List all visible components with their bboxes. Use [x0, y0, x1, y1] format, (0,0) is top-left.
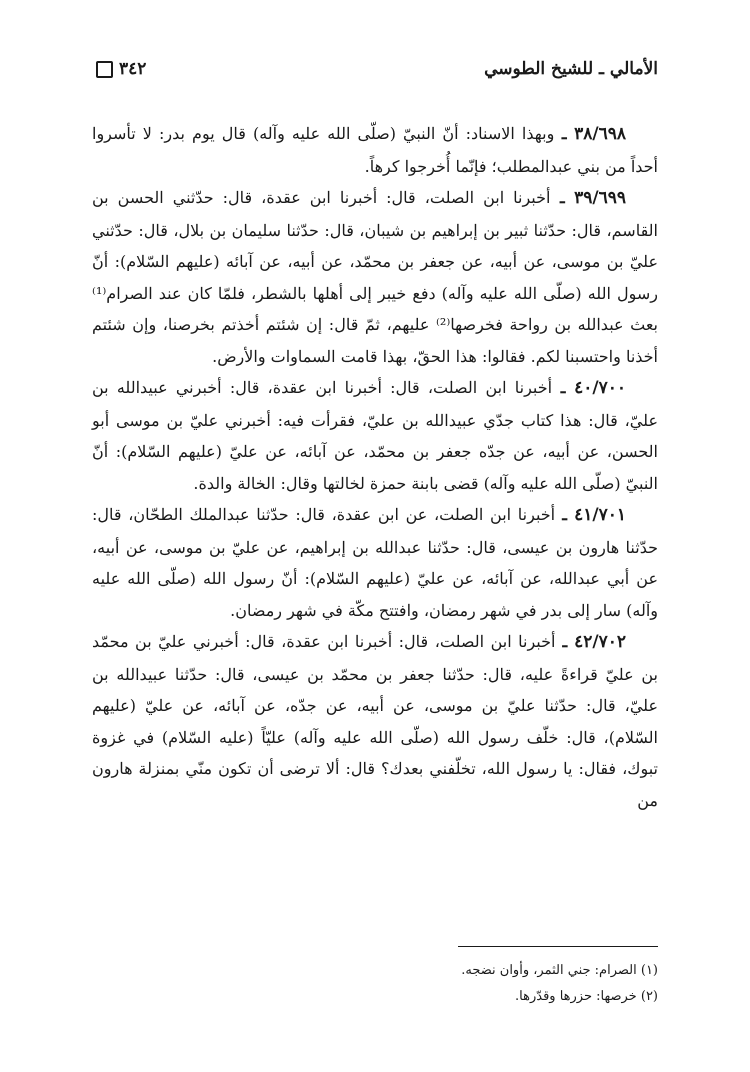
page-body [92, 118, 658, 816]
page-number-group [96, 59, 146, 79]
hadith-number: ٤٠/٧٠٠ [574, 378, 626, 398]
footnote: (١) الصرام: جني الثمر، وأوان نضجه. [461, 963, 658, 978]
hadith-text: وبهذا الاسناد: أنّ النبيّ (صلّى الله عليه وآله) قال يوم بدر: لا تأسروا أحداً من بني عبدالمطلب؛ فإنّما أُخرجوا كرهاً. [92, 124, 658, 176]
hadith-number: ٤٢/٧٠٢ [574, 632, 626, 652]
hadith-paragraph: ٤٢/٧٠٢ ـ أخبرنا ابن الصلت، قال: أخبرنا ابن عقدة، قال: أخبرني عليّ بن محمّد بن عليّ قراءةً عليه، قال: حدّثنا جعفر بن محمّد بن عيسى، قال: حدّثنا عبيدالله بن عليّ، قال: حدّثنا عليّ بن موسى، عن أبيه، عن جدّه، عن آبائه، عن عليّ (عليهم السّلام)، قال: خلّف رسول الله (صلّى الله عليه وآله) عليّاً (عليه السّلام) في غزوة تبوك، فقال: يا رسول الله، تخلّفني بعدك؟ قال: ألا ترضى أن تكون منّي بمنزلة هارون من [92, 632, 658, 810]
page-number: ٣٤٢ [119, 59, 147, 79]
hadith-paragraph: ٣٨/٦٩٨ ـ وبهذا الاسناد: أنّ النبيّ (صلّى الله عليه وآله) قال يوم بدر: لا تأسروا أحداً من بني عبدالمطلب؛ فإنّما أُخرجوا كرهاً. [92, 124, 658, 176]
footnotes [92, 958, 658, 1010]
hadith-paragraph: ٤١/٧٠١ ـ أخبرنا ابن الصلت، عن ابن عقدة، قال: حدّثنا عبدالملك الطحّان، قال: حدّثنا هارون بن عيسى، قال: حدّثنا عبدالله بن إبراهيم، عن عليّ بن موسى، عن أبيه، عن أبي عبدالله، عن آبائه، عن عليّ (عليهم السّلام): أنّ رسول الله (صلّى الله عليه وآله) سار إلى بدر في شهر رمضان، وافتتح مكّة في شهر رمضان. [92, 505, 658, 620]
hadith-text: أخبرنا ابن الصلت، قال: أخبرنا ابن عقدة، قال: حدّثني الحسن بن القاسم، قال: حدّثنا ثبير بن إبراهيم بن شيبان، قال: حدّثنا سليمان بن بلال، قال: حدّثني عليّ بن موسى، عن أبيه، عن جعفر بن محمّد، عن أبيه، عن آبائه (عليهم السّلام): أنّ رسول الله (صلّى الله عليه وآله) دفع خيبر إلى أهلها بالشطر، فلمّا كان عند الصرام⁽¹⁾ بعث عبدالله بن رواحة فخرصها⁽²⁾ عليهم، ثمّ قال: إن شئتم أخذتم بخرصنا، وإن شئتم أخذنا واحتسبنا لكم. فقالوا: هذا الحقّ، بهذا قامت السماوات والأرض. [92, 188, 659, 366]
hadith-text: أخبرنا ابن الصلت، عن ابن عقدة، قال: حدّثنا عبدالملك الطحّان، قال: حدّثنا هارون بن عيسى، قال: حدّثنا عبدالله بن إبراهيم، عن عليّ بن موسى، عن أبيه، عن أبي عبدالله، عن آبائه، عن عليّ (عليهم السّلام): أنّ رسول الله (صلّى الله عليه وآله) سار إلى بدر في شهر رمضان، وافتتح مكّة في شهر رمضان. [92, 505, 658, 620]
hadith-number: ٣٨/٦٩٨ [574, 124, 626, 144]
hadith-number: ٣٩/٦٩٩ [574, 188, 626, 208]
book-title: الأمالي ـ للشيخ الطوسي [484, 59, 658, 79]
hadith-number: ٤١/٧٠١ [574, 505, 627, 525]
square-box-icon [96, 61, 113, 78]
footnote-divider [458, 946, 658, 947]
hadith-text: أخبرنا ابن الصلت، قال: أخبرنا ابن عقدة، قال: أخبرني عليّ بن محمّد بن عليّ قراءةً عليه، قال: حدّثنا جعفر بن محمّد بن عيسى، قال: حدّثنا عبيدالله بن عليّ، قال: حدّثنا عليّ بن موسى، عن أبيه، عن جدّه، عن آبائه، عن عليّ (عليهم السّلام)، قال: خلّف رسول الله (صلّى الله عليه وآله) عليّاً (عليه السّلام) في غزوة تبوك، فقال: يا رسول الله، تخلّفني بعدك؟ قال: ألا ترضى أن تكون منّي بمنزلة هارون من [92, 632, 658, 810]
hadith-paragraph: ٤٠/٧٠٠ ـ أخبرنا ابن الصلت، قال: أخبرنا ابن عقدة، قال: أخبرني عبيدالله بن عليّ، قال: هذا كتاب جدّي عبيدالله بن عليّ، فقرأت فيه: أخبرني عليّ بن موسى أبو الحسن، عن أبيه، عن جدّه جعفر بن محمّد، عن آبائه، عن عليّ (عليهم السّلام): أنّ النبيّ (صلّى الله عليه وآله) قضى بابنة حمزة لخالتها وقال: الخالة والدة. [92, 378, 658, 493]
footnote: (٢) خرصها: حزرها وقدّرها. [515, 989, 658, 1004]
page-header [96, 52, 658, 86]
hadith-paragraph: ٣٩/٦٩٩ ـ أخبرنا ابن الصلت، قال: أخبرنا ابن عقدة، قال: حدّثني الحسن بن القاسم، قال: حدّثنا ثبير بن إبراهيم بن شيبان، قال: حدّثنا سليمان بن بلال، قال: حدّثني عليّ بن موسى، عن أبيه، عن جعفر بن محمّد، عن أبيه، عن آبائه (عليهم السّلام): أنّ رسول الله (صلّى الله عليه وآله) دفع خيبر إلى أهلها بالشطر، فلمّا كان عند الصرام⁽¹⁾ بعث عبدالله بن رواحة فخرصها⁽²⁾ عليهم، ثمّ قال: إن شئتم أخذتم بخرصنا، وإن شئتم أخذنا واحتسبنا لكم. فقالوا: هذا الحقّ، بهذا قامت السماوات والأرض. [92, 188, 659, 366]
hadith-text: أخبرنا ابن الصلت، قال: أخبرنا ابن عقدة، قال: أخبرني عبيدالله بن عليّ، قال: هذا كتاب جدّي عبيدالله بن عليّ، فقرأت فيه: أخبرني عليّ بن موسى أبو الحسن، عن أبيه، عن جدّه جعفر بن محمّد، عن آبائه، عن عليّ (عليهم السّلام): أنّ النبيّ (صلّى الله عليه وآله) قضى بابنة حمزة لخالتها وقال: الخالة والدة. [92, 378, 658, 493]
